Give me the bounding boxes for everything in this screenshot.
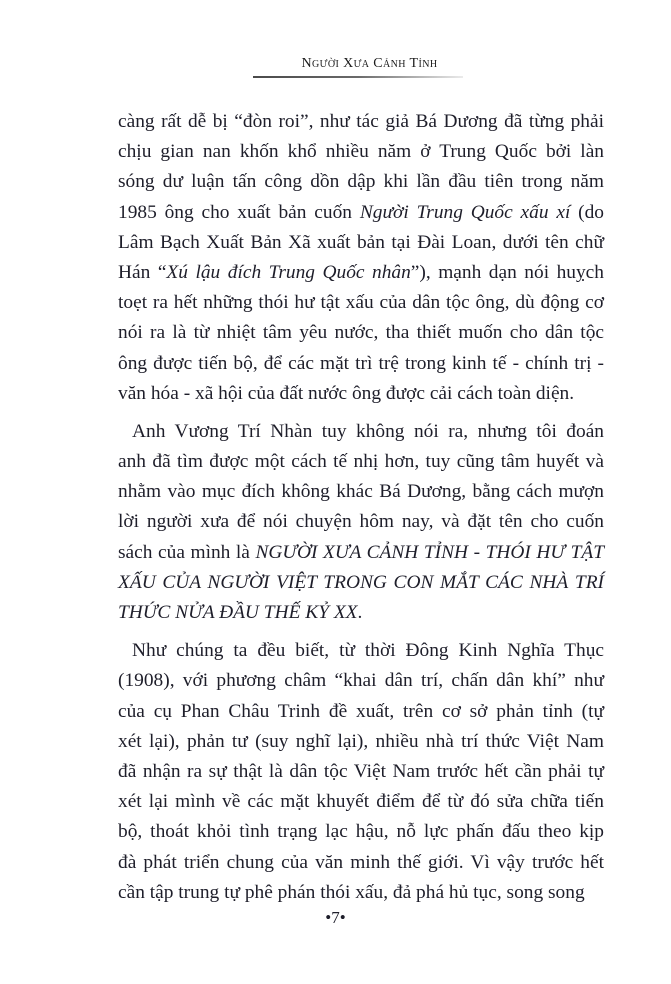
text-run: nhằm vào mục đích không khác Bá Dương, bằng cách mượn [118,481,604,503]
text-line [118,477,604,507]
text-run: đã nhận ra sự thật là dân tộc Việt Nam trước hết cần phải tự [118,760,604,782]
text-run: cần tập trung tự phê phán thói xấu, đả phá hủ tục, song song [118,881,585,903]
text-run: Hán “ [118,261,167,283]
text-run: 1985 ông cho xuất bản cuốn [118,201,360,223]
text-run: văn hóa - xã hội của đất nước ông được cải cách toàn diện. [118,382,575,404]
header-divider [253,76,463,78]
text-line [118,288,604,318]
text-line [118,379,604,409]
text-line [118,666,604,696]
text-run: sóng dư luận tấn công dồn dập khi lần đầu tiên trong năm [118,171,604,193]
text-run: Anh Vương Trí Nhàn tuy không nói ra, nhưng tôi đoán [132,420,604,442]
text-line [118,198,604,228]
text-line [118,817,604,847]
text-run: sách của mình là [118,541,256,563]
text-line [118,107,604,137]
text-run: (do [570,201,605,223]
paragraph [118,417,604,628]
text-line [118,757,604,787]
text-line [118,349,604,379]
text-line [118,787,604,817]
text-line [118,228,604,258]
text-line [118,598,604,628]
text-run: càng rất dễ bị “đòn roi”, như tác giả Bá Dương đã từng phải [118,111,604,132]
text-run: . [357,602,363,623]
text-run: của cụ Phan Châu Trinh đề xuất, trên cơ sở phản tỉnh (tự [118,700,604,722]
text-line [118,538,604,568]
paragraph-gap [118,409,604,417]
text-line [118,258,604,288]
running-header [0,54,671,72]
text-line [118,417,604,447]
text-run: chịu gian nan khốn khổ nhiều năm ở Trung Quốc bởi làn [118,141,604,163]
text-line [118,137,604,167]
text-run: Lâm Bạch Xuất Bản Xã xuất bản tại Đài Loan, dưới tên chữ [118,231,604,253]
paragraph [118,107,604,409]
text-run: anh đã tìm được một cách tế nhị hơn, tuy cũng tâm huyết và [118,451,604,473]
text-run: (1908), với phương châm “khai dân trí, chấn dân khí” như [118,670,604,692]
text-line [118,447,604,477]
text-line [118,318,604,348]
text-run: bộ, thoát khỏi tình trạng lạc hậu, nỗ lực phấn đấu theo kịp [118,821,604,843]
text-line [118,568,604,598]
italic-text: THỨC NỬA ĐẦU THẾ KỶ XX [118,602,358,623]
text-run: ông được tiến bộ, để các mặt trì trệ trong kinh tế - chính trị - [118,352,604,374]
text-line [118,167,604,197]
text-run: Như chúng ta đều biết, từ thời Đông Kinh Nghĩa Thục [132,640,604,662]
paragraph [118,636,604,908]
italic-text: Người Trung Quốc xấu xí [359,201,571,223]
italic-text: Xú lậu đích Trung Quốc nhân [166,261,411,283]
italic-text: XẤU CỦA NGƯỜI VIỆT TRONG CON MẮT CÁC NHÀ TRÍ [118,571,604,593]
text-line [118,697,604,727]
paragraph-gap [118,628,604,636]
text-line [118,848,604,878]
text-run: xét lại mình về các mặt khuyết điểm để từ đó sửa chữa tiến [118,791,604,813]
text-line [118,727,604,757]
text-run: toẹt ra hết những thói hư tật xấu của dân tộc ông, dù động cơ [118,292,604,314]
text-line [118,636,604,666]
italic-text: NGƯỜI XƯA CẢNH TỈNH - THÓI HƯ TẬT [255,541,604,563]
text-run: xét lại), phản tư (suy nghĩ lại), nhiều nhà trí thức Việt Nam [118,730,604,752]
body-text [118,107,604,908]
text-run: đà phát triển chung của văn minh thế giới. Vì vậy trước hết [118,851,604,873]
text-run: lời người xưa để nói chuyện hôm nay, và đặt tên cho cuốn [118,511,604,533]
text-line [118,507,604,537]
running-header-title: Người Xưa Cảnh Tỉnh [301,56,438,71]
text-run: ”), mạnh dạn nói huỵch [410,261,604,283]
page-number: •7• [325,908,346,927]
text-run: nói ra là từ nhiệt tâm yêu nước, tha thiết muốn cho dân tộc [118,322,604,344]
text-line [118,878,604,908]
